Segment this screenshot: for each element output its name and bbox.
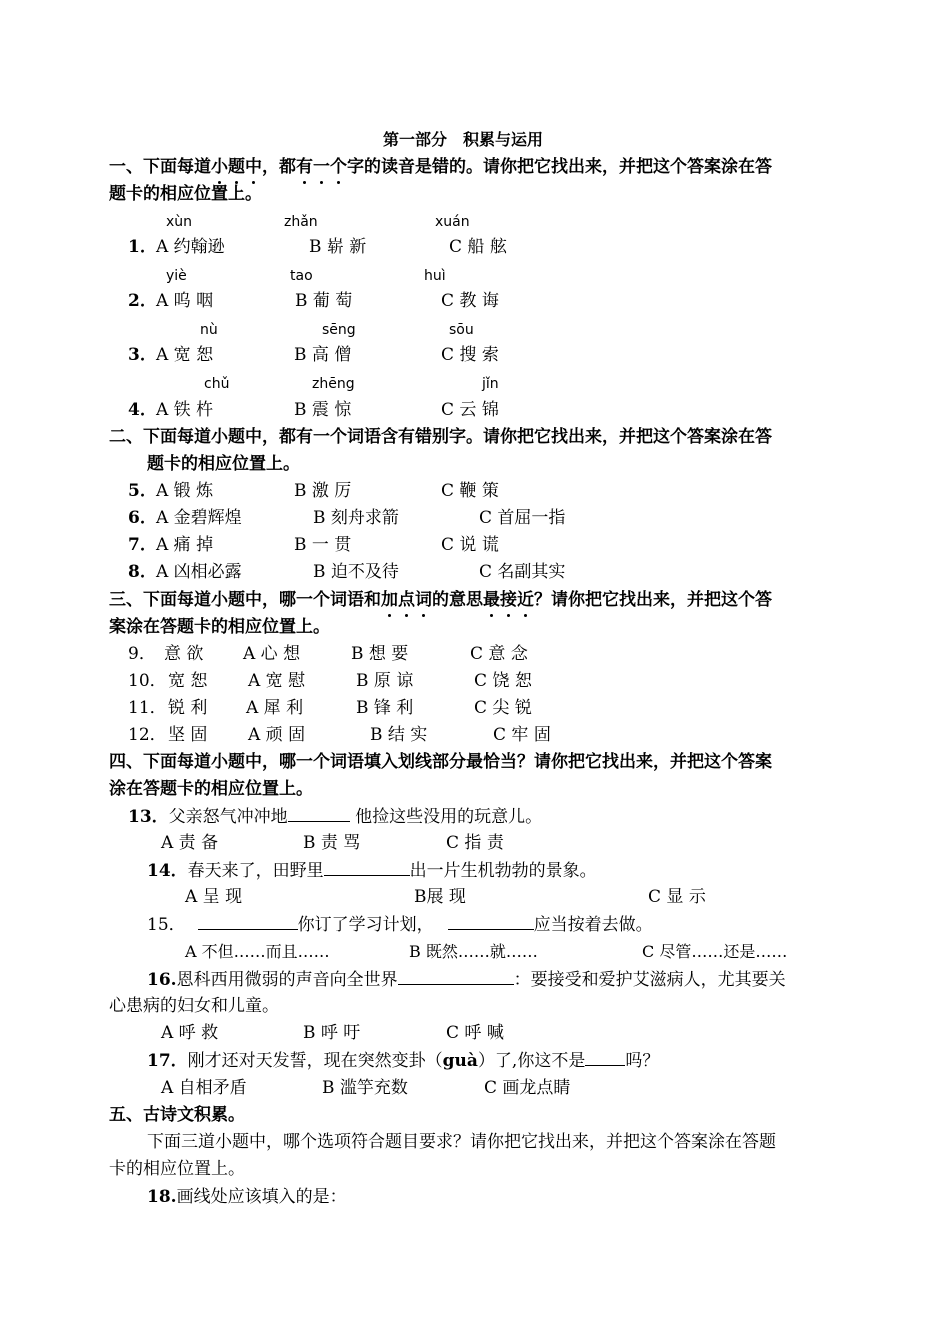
section-5-heading: 五、古诗文积累。 — [109, 1105, 245, 1125]
question-9 — [0, 641, 950, 668]
question-14-options — [0, 884, 950, 911]
option-b[interactable]: B 锋 利 — [356, 698, 414, 718]
option-b[interactable]: B 责 骂 — [303, 833, 361, 853]
option-c[interactable]: C 鞭 策 — [441, 481, 499, 501]
option-b[interactable]: B 激 厉 — [294, 481, 352, 501]
section-2-heading: 二、下面每道小题中，都有一个词语含有错别字。请你把它找出来，并把这个答案涂在答 — [109, 427, 772, 447]
option-c[interactable]: C 首屈一指 — [479, 508, 566, 528]
question-17 — [147, 1047, 659, 1074]
option-b[interactable]: B 原 谅 — [356, 671, 414, 691]
option-c[interactable]: C 教 诲 — [441, 291, 499, 311]
option-c[interactable]: C 呼 喊 — [446, 1023, 504, 1043]
question-number: 12． — [128, 725, 167, 745]
option-b[interactable]: B 一 贯 — [294, 535, 352, 555]
option-a[interactable]: A 责 备 — [161, 833, 219, 853]
section-3-heading-dotted-2: 最接近 — [483, 590, 534, 610]
section-3-heading-part-a: 三、下面每道小题中，哪一个词语和 — [109, 590, 381, 610]
pinyin: huì — [424, 268, 446, 284]
section-2-heading-line2: 题卡的相应位置上。 — [147, 454, 300, 474]
question-number: 16. — [147, 970, 177, 990]
option-b[interactable]: B展 现 — [414, 887, 466, 907]
keyword: 坚 固 — [168, 725, 208, 745]
question-10 — [0, 668, 950, 695]
question-15 — [147, 911, 653, 938]
pinyin: sēng — [322, 322, 356, 338]
section-3-heading — [109, 587, 772, 614]
keyword: 宽 恕 — [168, 671, 208, 691]
option-c[interactable]: C 云 锦 — [441, 400, 499, 420]
section-1-heading-part-c: 字的读音是错的。请你把它找出来，并把这个答案涂在答 — [347, 157, 772, 177]
section-3-heading-dotted: 加点词 — [381, 590, 432, 610]
question-text: 恩科西用微弱的声音向全世界 — [176, 970, 398, 990]
option-a[interactable]: A 宽 恕 — [156, 345, 214, 365]
pinyin: yiè — [166, 268, 187, 284]
question-number: 3． — [128, 345, 157, 365]
section-4-heading: 四、下面每道小题中，哪一个词语填入划线部分最恰当？请你把它找出来，并把这个答案 — [109, 752, 772, 772]
section-4-heading-line2: 涂在答题卡的相应位置上。 — [109, 779, 313, 799]
question-5 — [0, 478, 950, 505]
section-3-heading-part-b: 的意思 — [432, 590, 483, 610]
question-13-options — [0, 830, 950, 857]
question-7 — [0, 532, 950, 559]
question-text: ：要接受和爱护艾滋病人，尤其要关 — [513, 970, 786, 990]
option-a[interactable]: A 犀 利 — [246, 698, 304, 718]
option-b[interactable]: B 葡 萄 — [295, 291, 353, 311]
question-number: 8． — [128, 562, 157, 582]
pinyin: guà — [442, 1051, 478, 1071]
question-text: 画线处应该填入的是： — [176, 1187, 347, 1207]
option-a[interactable]: A 锻 炼 — [156, 481, 214, 501]
pinyin: chǔ — [204, 376, 230, 392]
question-6 — [0, 505, 950, 532]
option-b[interactable]: B 刻舟求箭 — [313, 508, 399, 528]
question-number: 14． — [147, 861, 188, 881]
blank[interactable] — [448, 911, 534, 930]
question-text: 春天来了，田野里 — [187, 861, 324, 881]
option-c[interactable]: C 说 谎 — [441, 535, 499, 555]
question-18 — [147, 1184, 347, 1211]
question-17-options — [0, 1075, 950, 1102]
question-number: 11． — [128, 698, 167, 718]
option-c[interactable]: C 船 舷 — [449, 237, 507, 257]
option-a[interactable]: A 凶相必露 — [156, 562, 242, 582]
page-title: 第一部分 积累与运用 — [383, 130, 544, 149]
question-text: 吗？ — [625, 1051, 660, 1071]
question-text: 应当按着去做。 — [533, 915, 653, 935]
option-a[interactable]: A 自相矛盾 — [161, 1078, 247, 1098]
question-14 — [147, 857, 597, 884]
option-b[interactable]: B 既然……就…… — [409, 942, 538, 961]
option-a[interactable]: A 顽 固 — [248, 725, 306, 745]
pinyin: sōu — [449, 322, 474, 338]
option-a[interactable]: A 宽 慰 — [248, 671, 306, 691]
pinyin: zhēng — [312, 376, 355, 392]
pinyin: xuán — [435, 214, 470, 230]
pinyin: jǐn — [482, 376, 499, 392]
question-16 — [147, 966, 786, 993]
option-a[interactable]: A 呈 现 — [185, 887, 243, 907]
pinyin: nù — [200, 322, 218, 338]
option-c[interactable]: C 牢 固 — [493, 725, 551, 745]
question-text: 父亲怒气冲冲地 — [168, 807, 288, 827]
question-number: 18. — [147, 1187, 177, 1207]
question-number: 4． — [128, 400, 157, 420]
question-3 — [0, 342, 950, 369]
question-text: 你订了学习计划， — [297, 915, 434, 935]
option-b[interactable]: B 结 实 — [370, 725, 428, 745]
option-c[interactable]: C 画龙点睛 — [484, 1078, 571, 1098]
section-1-heading-dotted: 小题中 — [211, 157, 262, 177]
blank[interactable] — [398, 966, 514, 985]
keyword: 锐 利 — [168, 698, 208, 718]
section-3-heading-line2: 案涂在答题卡的相应位置上。 — [109, 617, 330, 637]
section-1-heading-dotted-2: 有一个 — [296, 157, 347, 177]
question-text: ）了,你这不是 — [477, 1051, 586, 1071]
option-a[interactable]: A 痛 掉 — [156, 535, 214, 555]
option-a[interactable]: A 心 想 — [243, 644, 301, 664]
option-c[interactable]: C 尖 锐 — [474, 698, 532, 718]
question-number: 7． — [128, 535, 157, 555]
section-1-heading — [109, 154, 772, 181]
blank[interactable] — [324, 857, 410, 876]
option-c[interactable]: C 名副其实 — [479, 562, 566, 582]
question-number: 5． — [128, 481, 157, 501]
question-16-line2: 心患病的妇女和儿童。 — [109, 996, 279, 1016]
pinyin: xùn — [166, 214, 193, 230]
section-5-intro-line2: 卡的相应位置上。 — [109, 1159, 245, 1179]
keyword: 意 欲 — [164, 644, 204, 664]
section-3-heading-part-c: ？请你把它找出来，并把这个答 — [534, 590, 772, 610]
question-text: 出一片生机勃勃的景象。 — [409, 861, 597, 881]
option-b[interactable]: B 呼 吁 — [303, 1023, 361, 1043]
question-11 — [0, 695, 950, 722]
option-a[interactable]: A 呼 救 — [161, 1023, 219, 1043]
question-number: 10． — [128, 671, 167, 691]
option-a[interactable]: A 约翰逊 — [156, 237, 225, 257]
option-a[interactable]: A 铁 杵 — [156, 400, 214, 420]
option-a[interactable]: A 不但……而且…… — [185, 942, 330, 961]
option-c[interactable]: C 尽管……还是…… — [642, 942, 788, 961]
option-c[interactable]: C 饶 恕 — [474, 671, 532, 691]
blank[interactable] — [585, 1047, 625, 1066]
question-number: 6． — [128, 508, 157, 528]
question-13 — [128, 803, 542, 830]
option-a[interactable]: A 呜 咽 — [156, 291, 214, 311]
section-1-heading-line2: 题卡的相应位置上。 — [109, 184, 262, 204]
pinyin: zhǎn — [284, 214, 318, 230]
option-b[interactable]: B 崭 新 — [309, 237, 367, 257]
question-number: 1． — [128, 237, 157, 257]
section-5-intro: 下面三道小题中，哪个选项符合题目要求？请你把它找出来，并把这个答案涂在答题 — [147, 1132, 776, 1152]
option-c[interactable]: C 意 念 — [470, 644, 528, 664]
question-text: 刚才还对天发誓，现在突然变卦（ — [187, 1051, 443, 1071]
option-b[interactable]: B 想 要 — [351, 644, 409, 664]
option-b[interactable]: B 滥竽充数 — [322, 1078, 408, 1098]
option-b[interactable]: B 震 惊 — [294, 400, 352, 420]
blank[interactable] — [198, 911, 298, 930]
question-1 — [0, 234, 950, 261]
question-2 — [0, 288, 950, 315]
question-16-options — [0, 1020, 950, 1047]
question-number: 13． — [128, 807, 169, 827]
option-b[interactable]: B 高 僧 — [294, 345, 352, 365]
option-c[interactable]: C 指 责 — [446, 833, 504, 853]
option-c[interactable]: C 显 示 — [648, 887, 706, 907]
pinyin: tao — [290, 268, 313, 284]
option-a[interactable]: A 金碧辉煌 — [156, 508, 242, 528]
question-number: 17． — [147, 1051, 188, 1071]
section-1-heading-part-b: ，都 — [262, 157, 296, 177]
question-15-options — [0, 938, 950, 965]
question-number: 15． — [147, 915, 186, 935]
question-4 — [0, 397, 950, 424]
question-text: 他捡这些没用的玩意儿。 — [349, 807, 543, 827]
question-12 — [0, 722, 950, 749]
section-1-heading-part-a: 一、下面每道 — [109, 157, 211, 177]
question-number: 9． — [128, 644, 156, 664]
blank[interactable] — [288, 803, 350, 822]
question-8 — [0, 559, 950, 586]
option-b[interactable]: B 迫不及待 — [313, 562, 399, 582]
question-number: 2． — [128, 291, 157, 311]
option-c[interactable]: C 搜 索 — [441, 345, 499, 365]
